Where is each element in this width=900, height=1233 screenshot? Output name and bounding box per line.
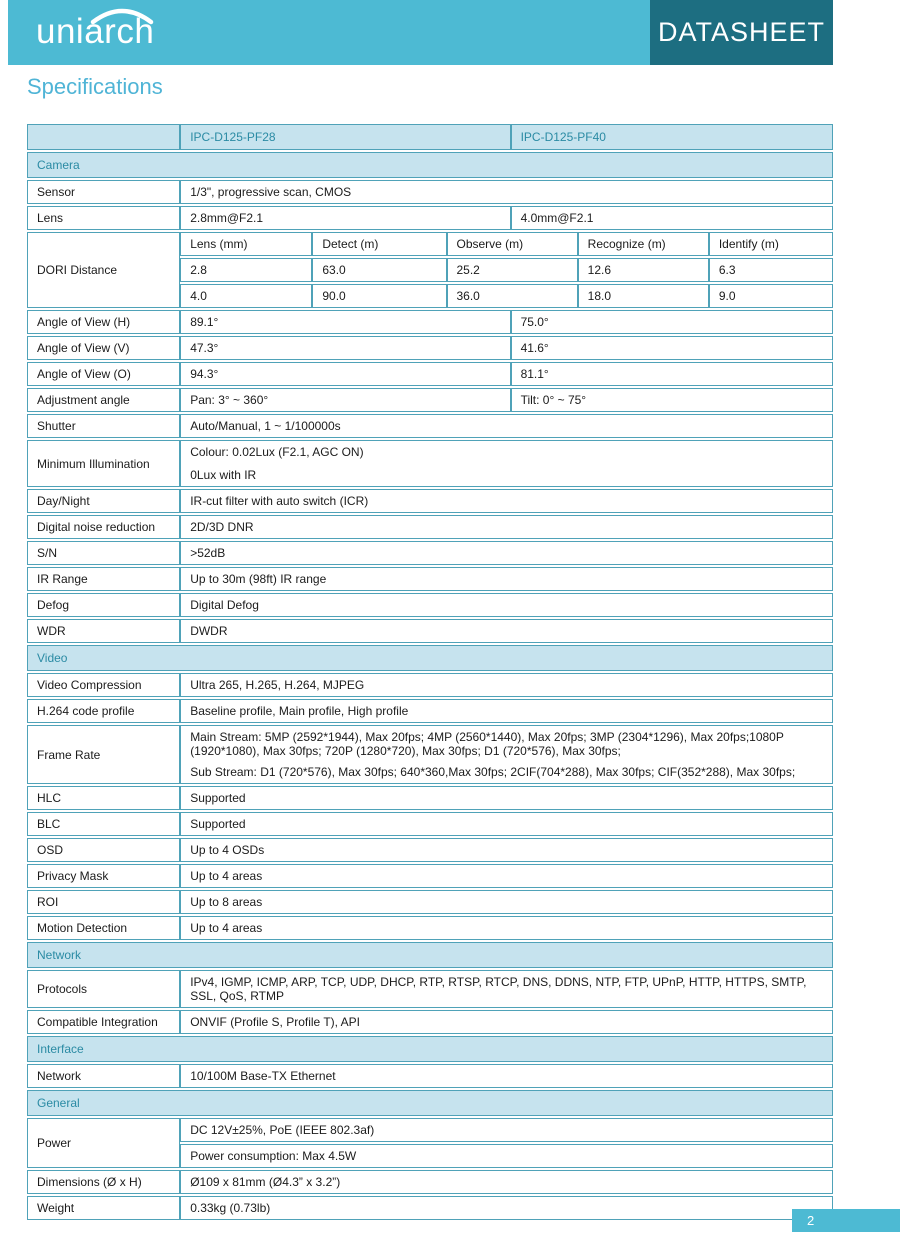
- row-wdr: [27, 619, 833, 643]
- spec-value: >52dB: [180, 541, 833, 565]
- dori-col-header: Observe (m): [447, 232, 578, 256]
- spec-value: Up to 4 OSDs: [180, 838, 833, 862]
- spec-label: S/N: [27, 541, 180, 565]
- value-line-2: Sub Stream: D1 (720*576), Max 30fps; 640*360,Max 30fps; 2CIF(704*288), Max 30fps; CIF(352*288), Max 30fps;: [190, 765, 796, 779]
- spec-value: IPv4, IGMP, ICMP, ARP, TCP, UDP, DHCP, RTP, RTSP, RTCP, DNS, DDNS, NTP, FTP, UPnP, HTTP, HTTPS, SMTP, SSL, QoS, RTMP: [180, 970, 833, 1008]
- spec-label: Angle of View (O): [27, 362, 180, 386]
- dori-cell: 12.6: [578, 258, 709, 282]
- row-h264-profile: [27, 699, 833, 723]
- row-dimensions: [27, 1170, 833, 1194]
- row-compression: [27, 673, 833, 697]
- dori-col-header: Identify (m): [709, 232, 833, 256]
- spec-value-b: Tilt: 0° ~ 75°: [511, 388, 833, 412]
- row-sensor: [27, 180, 833, 204]
- row-blc: [27, 812, 833, 836]
- spec-value: Power consumption: Max 4.5W: [180, 1144, 833, 1168]
- spec-value: 0.33kg (0.73lb): [180, 1196, 833, 1220]
- spec-value: [180, 725, 833, 784]
- section-label: Interface: [27, 1036, 833, 1062]
- value-line-1: Colour: 0.02Lux (F2.1, AGC ON): [190, 445, 364, 459]
- spec-label: Minimum Illumination: [27, 440, 180, 487]
- spec-value: Digital Defog: [180, 593, 833, 617]
- spec-label: Shutter: [27, 414, 180, 438]
- dori-cell: 90.0: [312, 284, 446, 308]
- spec-label: Dimensions (Ø x H): [27, 1170, 180, 1194]
- value-line-2: 0Lux with IR: [190, 468, 257, 482]
- section-row-network: [27, 942, 833, 968]
- spec-label: Network: [27, 1064, 180, 1088]
- spec-label: Day/Night: [27, 489, 180, 513]
- spec-value: Baseline profile, Main profile, High profile: [180, 699, 833, 723]
- row-aov-h: [27, 310, 833, 334]
- model-header-row: [27, 124, 833, 150]
- spec-label: Digital noise reduction: [27, 515, 180, 539]
- row-adjustment: [27, 388, 833, 412]
- spec-label: Frame Rate: [27, 725, 180, 784]
- logo-text: uniarch: [36, 12, 155, 51]
- spec-label: Sensor: [27, 180, 180, 204]
- row-power-1: [27, 1118, 833, 1142]
- row-frame-rate: [27, 725, 833, 784]
- spec-value-a: 2.8mm@F2.1: [180, 206, 510, 230]
- spec-value: Ø109 x 81mm (Ø4.3” x 3.2”): [180, 1170, 833, 1194]
- spec-label: Privacy Mask: [27, 864, 180, 888]
- spec-value: 1/3", progressive scan, CMOS: [180, 180, 833, 204]
- spec-value: Up to 4 areas: [180, 864, 833, 888]
- spec-value: 10/100M Base-TX Ethernet: [180, 1064, 833, 1088]
- dori-cell: 6.3: [709, 258, 833, 282]
- dori-cell: 36.0: [447, 284, 578, 308]
- spec-value-a: 94.3°: [180, 362, 510, 386]
- spec-value: Up to 4 areas: [180, 916, 833, 940]
- row-aov-o: [27, 362, 833, 386]
- spec-value: Up to 8 areas: [180, 890, 833, 914]
- dori-cell: 18.0: [578, 284, 709, 308]
- logo-arc-icon: [89, 5, 155, 25]
- spec-value: IR-cut filter with auto switch (ICR): [180, 489, 833, 513]
- spec-label: Adjustment angle: [27, 388, 180, 412]
- row-lens: [27, 206, 833, 230]
- spec-label: Protocols: [27, 970, 180, 1008]
- spec-value-b: 81.1°: [511, 362, 833, 386]
- section-row-camera: [27, 152, 833, 178]
- row-sn: [27, 541, 833, 565]
- spec-value-b: 41.6°: [511, 336, 833, 360]
- spec-label: Motion Detection: [27, 916, 180, 940]
- spec-value: Supported: [180, 786, 833, 810]
- row-weight: [27, 1196, 833, 1220]
- spec-value: DC 12V±25%, PoE (IEEE 802.3af): [180, 1118, 833, 1142]
- uniarch-logo: [36, 12, 154, 52]
- spec-value-a: 89.1°: [180, 310, 510, 334]
- dori-cell: 9.0: [709, 284, 833, 308]
- model-a-cell: IPC-D125-PF28: [180, 124, 510, 150]
- value-line-1: Main Stream: 5MP (2592*1944), Max 20fps; 4MP (2560*1440), Max 20fps; 3MP (2304*1296), Max 20fps;1080P (1920*1080), Max 30fps; 720P (1280*720), Max 30fps; D1 (720*576), Max 30fps;: [190, 730, 784, 758]
- spec-label: Defog: [27, 593, 180, 617]
- dori-cell: 25.2: [447, 258, 578, 282]
- model-b-cell: IPC-D125-PF40: [511, 124, 833, 150]
- dori-cell: 63.0: [312, 258, 446, 282]
- row-day-night: [27, 489, 833, 513]
- spec-value: ONVIF (Profile S, Profile T), API: [180, 1010, 833, 1034]
- spec-label: WDR: [27, 619, 180, 643]
- page-number-badge: 2: [792, 1209, 900, 1232]
- row-integration: [27, 1010, 833, 1034]
- dori-cell: 4.0: [180, 284, 312, 308]
- spec-label: H.264 code profile: [27, 699, 180, 723]
- section-row-general: [27, 1090, 833, 1116]
- spec-label: Power: [27, 1118, 180, 1168]
- spec-label: Angle of View (H): [27, 310, 180, 334]
- row-dori-header: [27, 232, 833, 256]
- spec-value: Supported: [180, 812, 833, 836]
- spec-label: Weight: [27, 1196, 180, 1220]
- dori-cell: 2.8: [180, 258, 312, 282]
- spec-label: ROI: [27, 890, 180, 914]
- row-protocols: [27, 970, 833, 1008]
- spec-label: Video Compression: [27, 673, 180, 697]
- row-hlc: [27, 786, 833, 810]
- section-label: Network: [27, 942, 833, 968]
- row-roi: [27, 890, 833, 914]
- section-row-video: [27, 645, 833, 671]
- dori-col-header: Recognize (m): [578, 232, 709, 256]
- spec-label: Lens: [27, 206, 180, 230]
- spec-value: Up to 30m (98ft) IR range: [180, 567, 833, 591]
- row-interface-network: [27, 1064, 833, 1088]
- section-label: Video: [27, 645, 833, 671]
- spec-label: DORI Distance: [27, 232, 180, 308]
- spec-value-a: Pan: 3° ~ 360°: [180, 388, 510, 412]
- spec-value: Auto/Manual, 1 ~ 1/100000s: [180, 414, 833, 438]
- row-defog: [27, 593, 833, 617]
- spec-label: OSD: [27, 838, 180, 862]
- row-dnr: [27, 515, 833, 539]
- row-aov-v: [27, 336, 833, 360]
- row-shutter: [27, 414, 833, 438]
- spec-value: DWDR: [180, 619, 833, 643]
- spec-label: HLC: [27, 786, 180, 810]
- spec-label: Compatible Integration: [27, 1010, 180, 1034]
- dori-col-header: Detect (m): [312, 232, 446, 256]
- spec-table: [27, 122, 833, 1222]
- row-privacy-mask: [27, 864, 833, 888]
- spec-label: IR Range: [27, 567, 180, 591]
- spec-value-b: 4.0mm@F2.1: [511, 206, 833, 230]
- header-bar: [8, 0, 833, 65]
- section-label: General: [27, 1090, 833, 1116]
- section-row-interface: [27, 1036, 833, 1062]
- spec-value: [180, 440, 833, 487]
- spec-value-b: 75.0°: [511, 310, 833, 334]
- spec-value: Ultra 265, H.265, H.264, MJPEG: [180, 673, 833, 697]
- spec-label: Angle of View (V): [27, 336, 180, 360]
- corner-cell: [27, 124, 180, 150]
- row-ir-range: [27, 567, 833, 591]
- dori-col-header: Lens (mm): [180, 232, 312, 256]
- spec-value-a: 47.3°: [180, 336, 510, 360]
- section-label: Camera: [27, 152, 833, 178]
- page-title: Specifications: [27, 74, 163, 99]
- spec-label: BLC: [27, 812, 180, 836]
- datasheet-badge: DATASHEET: [650, 0, 833, 65]
- spec-value: 2D/3D DNR: [180, 515, 833, 539]
- row-motion-detection: [27, 916, 833, 940]
- row-min-illumination: [27, 440, 833, 487]
- row-osd: [27, 838, 833, 862]
